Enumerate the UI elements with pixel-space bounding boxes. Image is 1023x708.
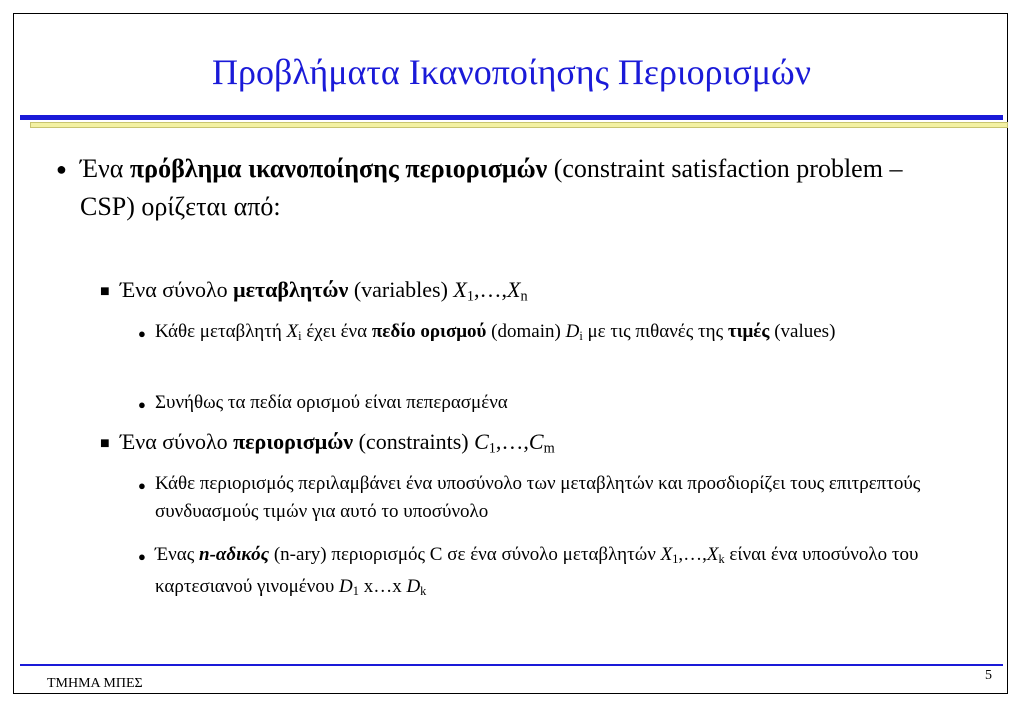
bullet-finite-domains: ● Συνήθως τα πεδία ορισμού είναι πεπερασμένα: [155, 389, 975, 417]
bullet-nary-constraint: ● Ένας n-αδικός (n-ary) περιορισμός C σε ένα σύνολο μεταβλητών $X_1,\dots,X_k$ είναι ένα υποσύνολο του καρτεσιανού γινομένου $D_1$ x…x $D_k$: [138, 544, 919, 599]
bullet-constraints: ■ Ένα σύνολο περιορισμών (constraints) $C_1,\dots,C_m$: [100, 429, 555, 457]
bullet-dot-icon: ●: [56, 159, 67, 179]
bullet-dot-icon: ●: [138, 397, 146, 412]
page-number: 5: [985, 668, 992, 683]
footer-department: ΤΜΗΜΑ ΜΠΕΣ: [47, 676, 143, 691]
bullet-variable-domain: ● Κάθε μεταβλητή $X_i$ έχει ένα πεδίο ορισμού (domain) $D_i$ με τις πιθανές της τιμές (values): [155, 318, 975, 350]
bullet-dot-icon: ●: [138, 326, 146, 341]
bullet-csp-definition: ● Ένα πρόβλημα ικανοποίησης περιορισμών (constraint satisfaction problem – CSP) ορίζεται από:: [80, 150, 960, 226]
title-rule-yellow: [30, 122, 1008, 128]
bullet-square-icon: ■: [100, 435, 110, 452]
slide-title: Προβλήματα Ικανοποίησης Περιορισμών: [212, 52, 811, 92]
footer-rule: [20, 664, 1003, 666]
bullet-dot-icon: ●: [138, 549, 146, 564]
bullet-variables: ■ Ένα σύνολο μεταβλητών (variables) $X_1,\dots,X_n$: [100, 277, 528, 305]
bullet-constraint-subset: ● Κάθε περιορισμός περιλαμβάνει ένα υποσύνολο των μεταβλητών και προσδιορίζει τους επιτρεπτούς συνδυασμούς τιμών για αυτό το υποσύνολο: [138, 473, 921, 522]
title-rule-blue: [20, 115, 1003, 120]
bullet-dot-icon: ●: [138, 478, 146, 493]
bullet-square-icon: ■: [100, 283, 110, 300]
